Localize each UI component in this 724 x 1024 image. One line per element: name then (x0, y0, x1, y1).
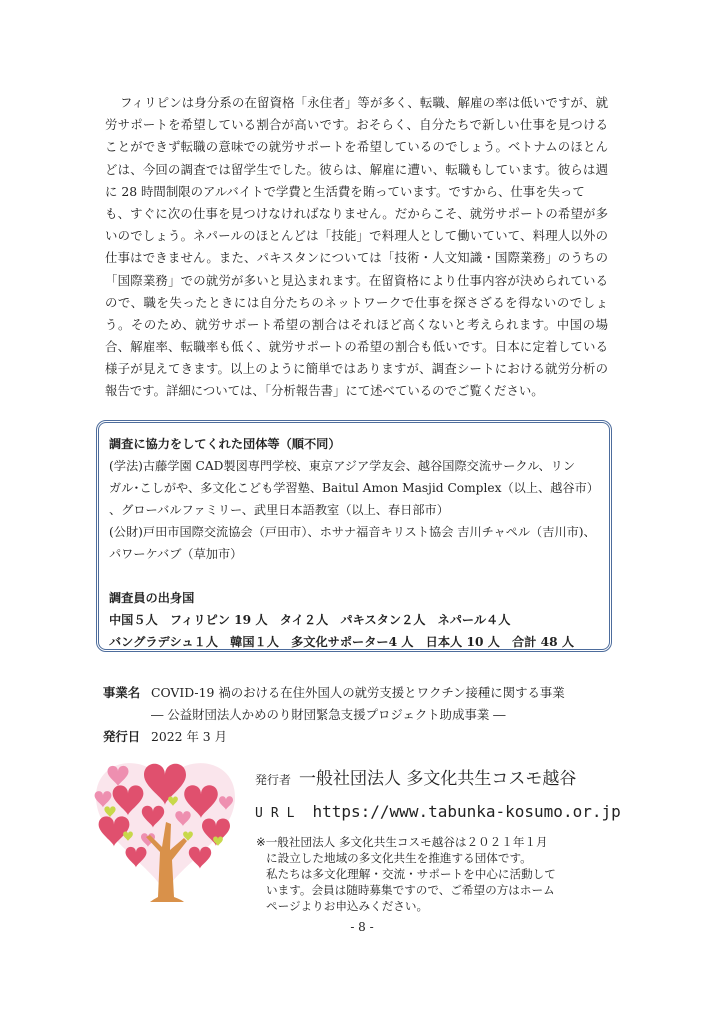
body-line: 仕事はできません。また、パキスタンについては「技術・人文知識・国際業務」のうちの (105, 250, 608, 266)
organization-line: (公財)戸田市国際交流協会（戸田市）、ホサナ福音キリスト協会 吉川チャペル（吉川市)、 (109, 525, 596, 539)
project-subtitle: ― 公益財団法人かめのり財団緊急支援プロジェクト助成事業 ― (151, 707, 506, 722)
publisher-name: 一般社団法人 多文化共生コスモ越谷 (299, 769, 577, 789)
countries-line: 中国５人 フィリピン 19 人 タイ２人 パキスタン２人 ネパール４人 (109, 613, 511, 627)
body-line: 合、解雇率、転職率も低く、就労サポートの希望の割合も低いです。日本に定着している (105, 339, 608, 355)
publisher-url[interactable]: https://www.tabunka-kosumo.or.jp (312, 802, 621, 821)
publisher-info (255, 764, 621, 821)
note-line: に設立した地域の多文化共生を推進する団体です。 (266, 851, 532, 865)
url-label: URL (255, 806, 303, 821)
body-line: ことができず転職の意味での就労サポートを希望しているのでしょう。ベトナムのほとん (105, 139, 608, 155)
body-paragraph (105, 92, 608, 403)
body-line: フィリピンは身分系の在留資格「永住者」等が多く、転職、解雇の率は低いですが、就 (120, 95, 608, 110)
organization-note (256, 834, 556, 914)
cooperating-organizations-box (96, 420, 612, 652)
project-info (103, 682, 565, 748)
body-line: 労サポートを希望している割合が高いです。おそらく、自分たちで新しい仕事を見つける (105, 117, 608, 133)
organization-line: 、グローバルファミリー、武里日本語教室（以上、春日部市） (109, 503, 449, 517)
note-line: ※一般社団法人 多文化共生コスモ越谷は２０２１年１月 (256, 835, 548, 849)
issue-date-label: 発行日 (103, 729, 141, 744)
body-line: 様子が見えてきます。以上のように簡単ではありますが、調査シートにおける就労分析の (105, 361, 608, 377)
body-line: も、すぐに次の仕事を見つけなければなりません。だからこそ、就労サポートの希望が多 (105, 205, 608, 221)
project-name-label: 事業名 (103, 685, 141, 700)
countries-line: バングラデシュ１人 韓国１人 多文化サポーター4 人 日本人 10 人 合計 48 人 (109, 635, 575, 649)
note-line: ページよりお申込みください。 (266, 899, 429, 913)
heart-tree-illustration (88, 752, 243, 907)
organization-line: ガル･こしがや、多文化こども学習塾、Baitul Amon Masjid Complex（以上、越谷市） (109, 481, 599, 495)
body-line: う。そのため、就労サポート希望の割合はそれほど高くないと考えられます。中国の場 (105, 316, 608, 332)
box-heading: 調査に協力をしてくれた団体等（順不同） (109, 437, 341, 451)
body-line: 報告です。詳細については、「分析報告書」にて述べているのでご覧ください。 (105, 383, 544, 399)
body-line: 「国際業務」での就労が多いと見込まれます。在留資格により仕事内容が決められている (105, 272, 608, 288)
note-line: います。会員は随時募集ですので、ご希望の方はホーム (266, 883, 555, 897)
countries-heading: 調査員の出身国 (109, 591, 195, 605)
project-name: COVID-19 禍のおける在住外国人の就労支援とワクチン接種に関する事業 (151, 685, 565, 700)
organization-line: パワーケバブ（草加市） (109, 547, 243, 561)
body-line: ので、職を失ったときには自分たちのネットワークで仕事を探さざるを得ないのでしょ (105, 294, 608, 310)
note-line: 私たちは多文化理解・交流・サポートを中心に活動して (266, 867, 556, 881)
body-line: どは、今回の調査では留学生でした。彼らは、解雇に遭い、転職もしています。彼らは週 (105, 161, 608, 177)
body-line: いのでしょう。ネパールのほとんどは「技能」で料理人として働いていて、料理人以外の (105, 228, 608, 244)
organization-line: (学法)古藤学園 CAD製図専門学校、東京アジア学友会、越谷国際交流サークル、リン (109, 459, 576, 473)
issue-date: 2022 年 3 月 (151, 729, 228, 744)
page-number: - 8 - (350, 920, 374, 934)
publisher-label: 発行者 (255, 773, 292, 787)
body-line: に 28 時間制限のアルバイトで学費と生活費を賄っています。ですから、仕事を失って (105, 183, 585, 199)
